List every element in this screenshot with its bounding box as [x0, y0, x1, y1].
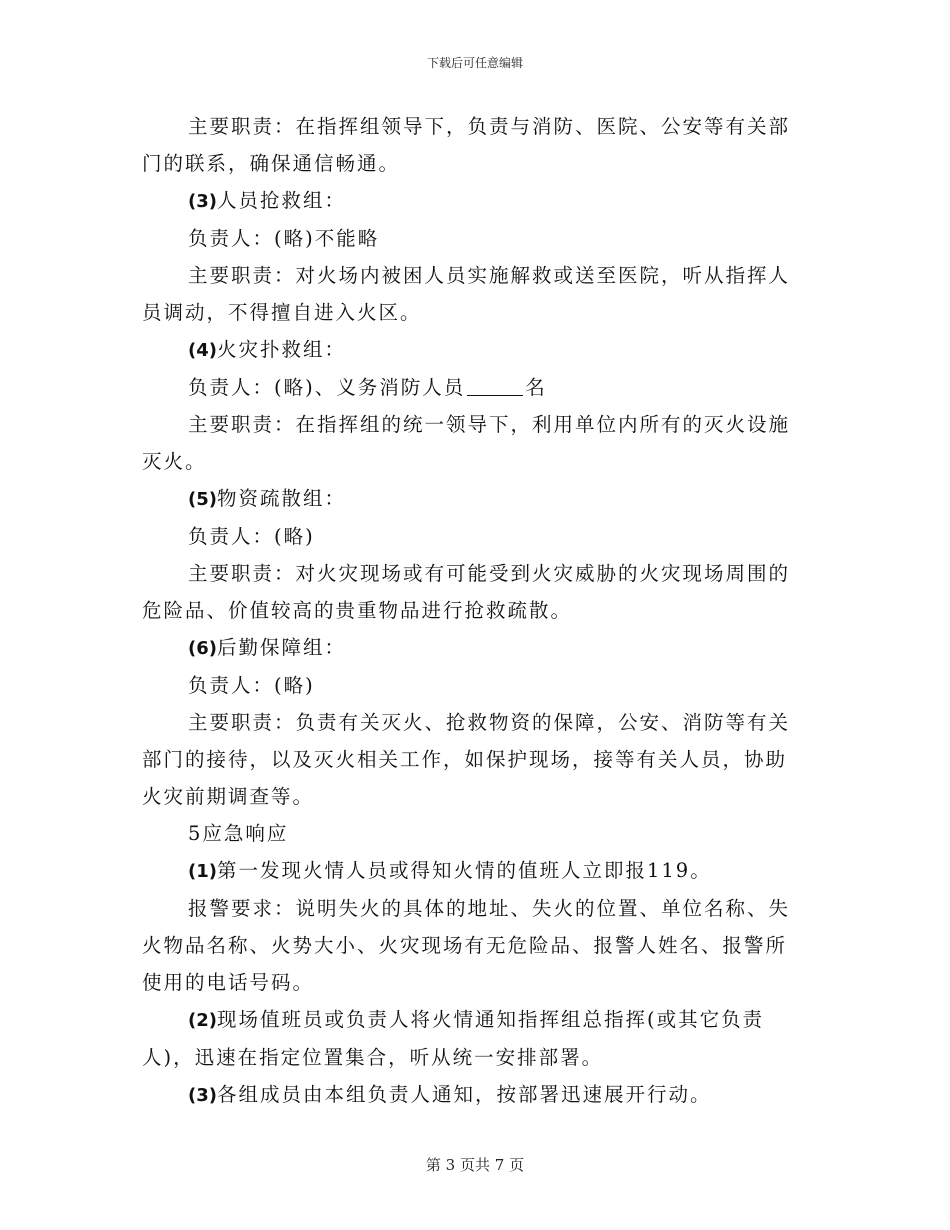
text-part: 第一发现火情人员或得知火情的值班人立即报119。 — [216, 859, 712, 882]
paragraph — [142, 1076, 802, 1114]
fill-blank-underline — [467, 377, 523, 396]
section-title: 5应急响应 — [188, 822, 289, 845]
section-heading — [142, 629, 802, 667]
paragraph: 负责人：(略) — [188, 525, 315, 548]
paragraph: 主要职责：对火场内被困人员实施解救或送至医院，听从指挥人员调动，不得擅自进入火区。 — [142, 264, 791, 324]
page-footer: 第 3 页共 7 页 — [425, 1156, 525, 1174]
item-number: (4) — [188, 340, 217, 361]
section-heading — [142, 182, 802, 220]
section-heading — [142, 480, 802, 518]
item-number: (2) — [188, 1010, 217, 1031]
paragraph: 负责人：(略)不能略 — [188, 227, 380, 250]
item-number: (5) — [188, 489, 217, 510]
text-part: 名 — [525, 376, 547, 399]
paragraph: 主要职责：对火灾现场或有可能受到火灾威胁的火灾现场周围的危险品、价值较高的贵重物品进行抢救疏散。 — [142, 562, 791, 622]
paragraph: 负责人：(略) — [188, 674, 315, 697]
paragraph — [142, 1001, 802, 1076]
item-number: (6) — [188, 638, 217, 659]
heading-text: 人员抢救组： — [216, 189, 346, 212]
text-part: 各组成员由本组负责人通知，按部署迅速展开行动。 — [216, 1083, 712, 1106]
paragraph — [142, 852, 802, 890]
heading-text: 火灾扑救组： — [216, 338, 346, 361]
item-number: (1) — [188, 861, 217, 882]
paragraph: 主要职责：在指挥组的统一领导下，利用单位内所有的灭火设施灭火。 — [142, 413, 791, 473]
paragraph: 主要职责：负责有关灭火、抢救物资的保障，公安、消防等有关部门的接待，以及灭火相关工作，如保护现场，接等有关人员，协助火灾前期调查等。 — [142, 711, 791, 808]
heading-text: 物资疏散组： — [216, 487, 346, 510]
item-number: (3) — [188, 191, 217, 212]
paragraph: 报警要求：说明失火的具体的地址、失火的位置、单位名称、失火物品名称、火势大小、火灾现场有无危险品、报警人姓名、报警所使用的电话号码。 — [142, 897, 791, 994]
text-part: 负责人：(略)、义务消防人员 — [188, 376, 466, 399]
item-number: (3) — [188, 1085, 217, 1106]
paragraph: 主要职责：在指挥组领导下，负责与消防、医院、公安等有关部门的联系，确保通信畅通。 — [142, 115, 791, 175]
page-header: 下载后可任意编辑 — [426, 56, 523, 70]
document-body — [142, 108, 802, 1114]
text-part: 现场值班员或负责人将火情通知指挥组总指挥(或其它负责人)，迅速在指定位置集合，听从统一安排部署。 — [142, 1008, 765, 1069]
heading-text: 后勤保障组： — [216, 636, 346, 659]
section-heading — [142, 331, 802, 369]
paragraph — [142, 369, 802, 406]
